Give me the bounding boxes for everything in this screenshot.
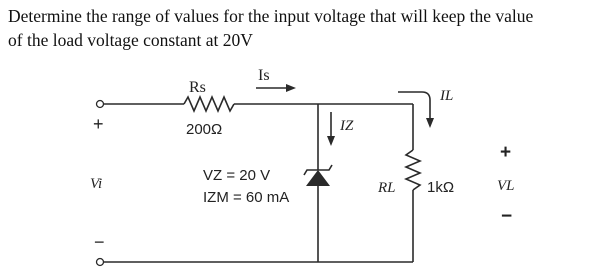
iz-arrow-head [327, 136, 335, 146]
zener-diode-triangle [306, 170, 330, 186]
is-label: Is [258, 67, 270, 84]
input-terminal-bottom [97, 259, 104, 266]
vl-label: VL [497, 178, 515, 194]
vi-plus-sign: + [93, 114, 104, 134]
vl-plus-sign: + [500, 142, 512, 163]
izm-label: IZM = 60 mA [203, 189, 290, 206]
vi-minus-sign: − [94, 232, 105, 252]
il-arrow-head [426, 118, 434, 128]
rs-value: 200Ω [186, 121, 223, 138]
is-arrow-head [286, 84, 296, 92]
rl-resistor [406, 150, 420, 190]
rl-label: RL [378, 180, 396, 196]
rs-label: Rs [189, 79, 206, 96]
vl-minus-sign: − [501, 206, 513, 227]
iz-label: IZ [340, 118, 354, 134]
vz-label: VZ = 20 V [203, 167, 271, 184]
vi-label: Vi [90, 176, 103, 192]
question-line-1: Determine the range of values for the input voltage that will keep the value [8, 6, 534, 26]
il-arrow-shaft [398, 92, 430, 120]
rl-value: 1kΩ [427, 179, 455, 196]
il-label: IL [440, 88, 454, 104]
input-terminal-top [97, 101, 104, 108]
question-line-2: of the load voltage constant at 20V [8, 30, 253, 50]
rs-resistor [184, 97, 234, 111]
